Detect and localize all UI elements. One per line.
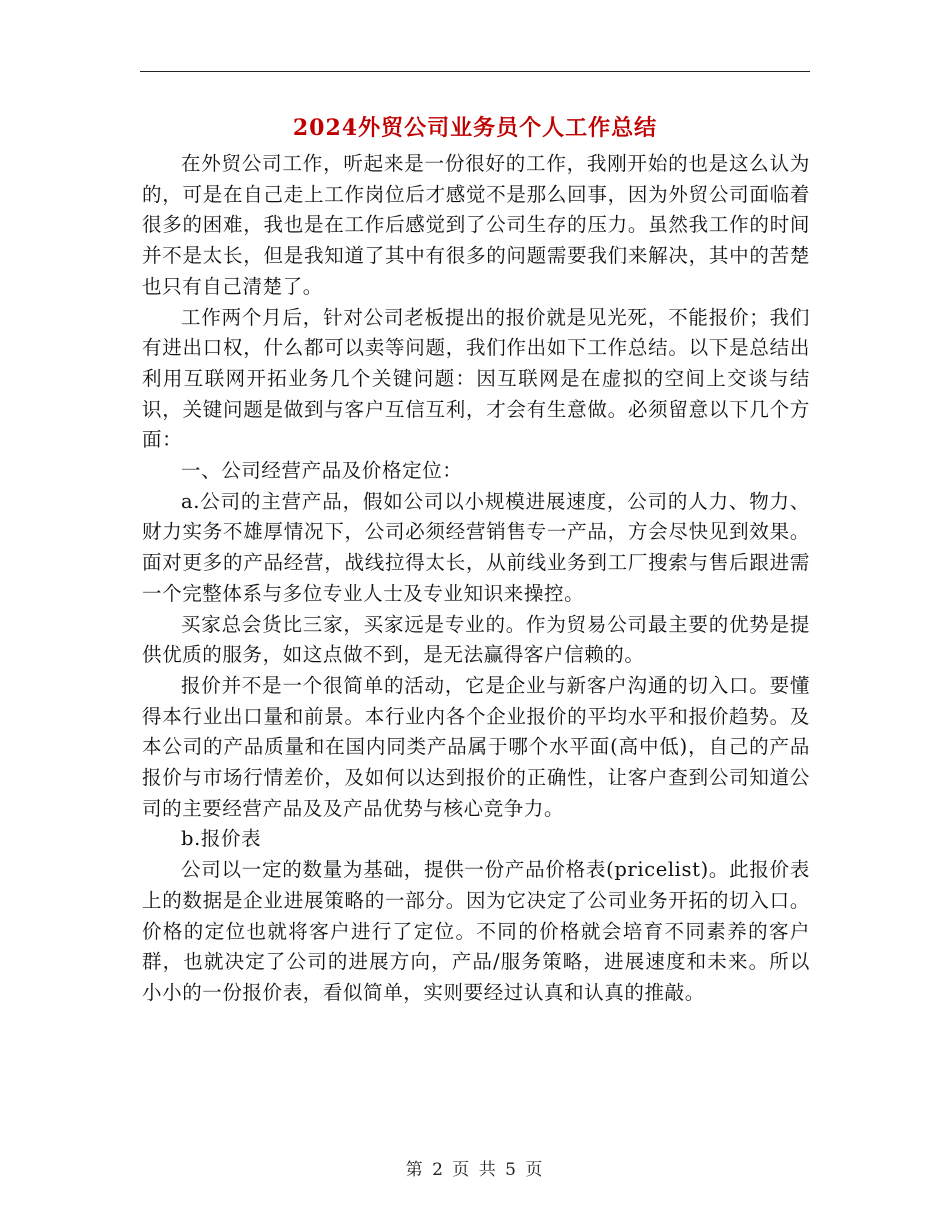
section-heading: 一、公司经营产品及价格定位： xyxy=(181,459,463,483)
paragraph: 公司以一定的数量为基础，提供一份产品价格表(pricelist)。此报价表上的数据是企业进展策略的一部分。因为它决定了公司业务开拓的切入口。价格的定位也就将客户进行了定位。不同的价格就会培育不同素养的客户群，也就决定了公司的进展方向，产品/服务策略，进展速度和未来。所以小小的一份报价表，看似简单，实则要经过认真和认真的推敲。 xyxy=(142,858,810,1004)
paragraph: 在外贸公司工作，听起来是一份很好的工作，我刚开始的也是这么认为的，可是在自己走上工作岗位后才感觉不是那么回事，因为外贸公司面临着很多的困难，我也是在工作后感觉到了公司生存的压力。虽然我工作的时间并不是太长，但是我知道了其中有很多的问题需要我们来解决，其中的苦楚也只有自己清楚了。 xyxy=(142,152,810,298)
paragraph: 买家总会货比三家，买家远是专业的。作为贸易公司最主要的优势是提供优质的服务，如这点做不到，是无法赢得客户信赖的。 xyxy=(142,612,810,667)
paragraph: 工作两个月后，针对公司老板提出的报价就是见光死，不能报价；我们有进出口权，什么都可以卖等问题，我们作出如下工作总结。以下是总结出利用互联网开拓业务几个关键问题：因互联网是在虚拟的空间上交谈与结识，关键问题是做到与客户互信互利，才会有生意做。必须留意以下几个方面： xyxy=(142,305,810,452)
paragraph: a.公司的主营产品，假如公司以小规模进展速度，公司的人力、物力、财力实务不雄厚情况下，公司必须经营销售专一产品，方会尽快见到效果。面对更多的产品经营，战线拉得太长，从前线业务到工厂搜索与售后跟进需一个完整体系与多位专业人士及专业知识来操控。 xyxy=(142,489,810,605)
document-title: 2024外贸公司业务员个人工作总结 xyxy=(292,115,658,141)
page-number: 第 2 页 共 5 页 xyxy=(405,1160,545,1180)
header-rule xyxy=(140,71,810,72)
document-body xyxy=(142,149,810,1009)
paragraph: 报价并不是一个很简单的活动，它是企业与新客户沟通的切入口。要懂得本行业出口量和前景。本行业内各个企业报价的平均水平和报价趋势。及本公司的产品质量和在国内同类产品属于哪个水平面(高中低)，自己的产品报价与市场行情差价，及如何以达到报价的正确性，让客户查到公司知道公司的主要经营产品及及产品优势与核心竞争力。 xyxy=(142,673,810,820)
subsection-heading: b.报价表 xyxy=(181,827,262,851)
